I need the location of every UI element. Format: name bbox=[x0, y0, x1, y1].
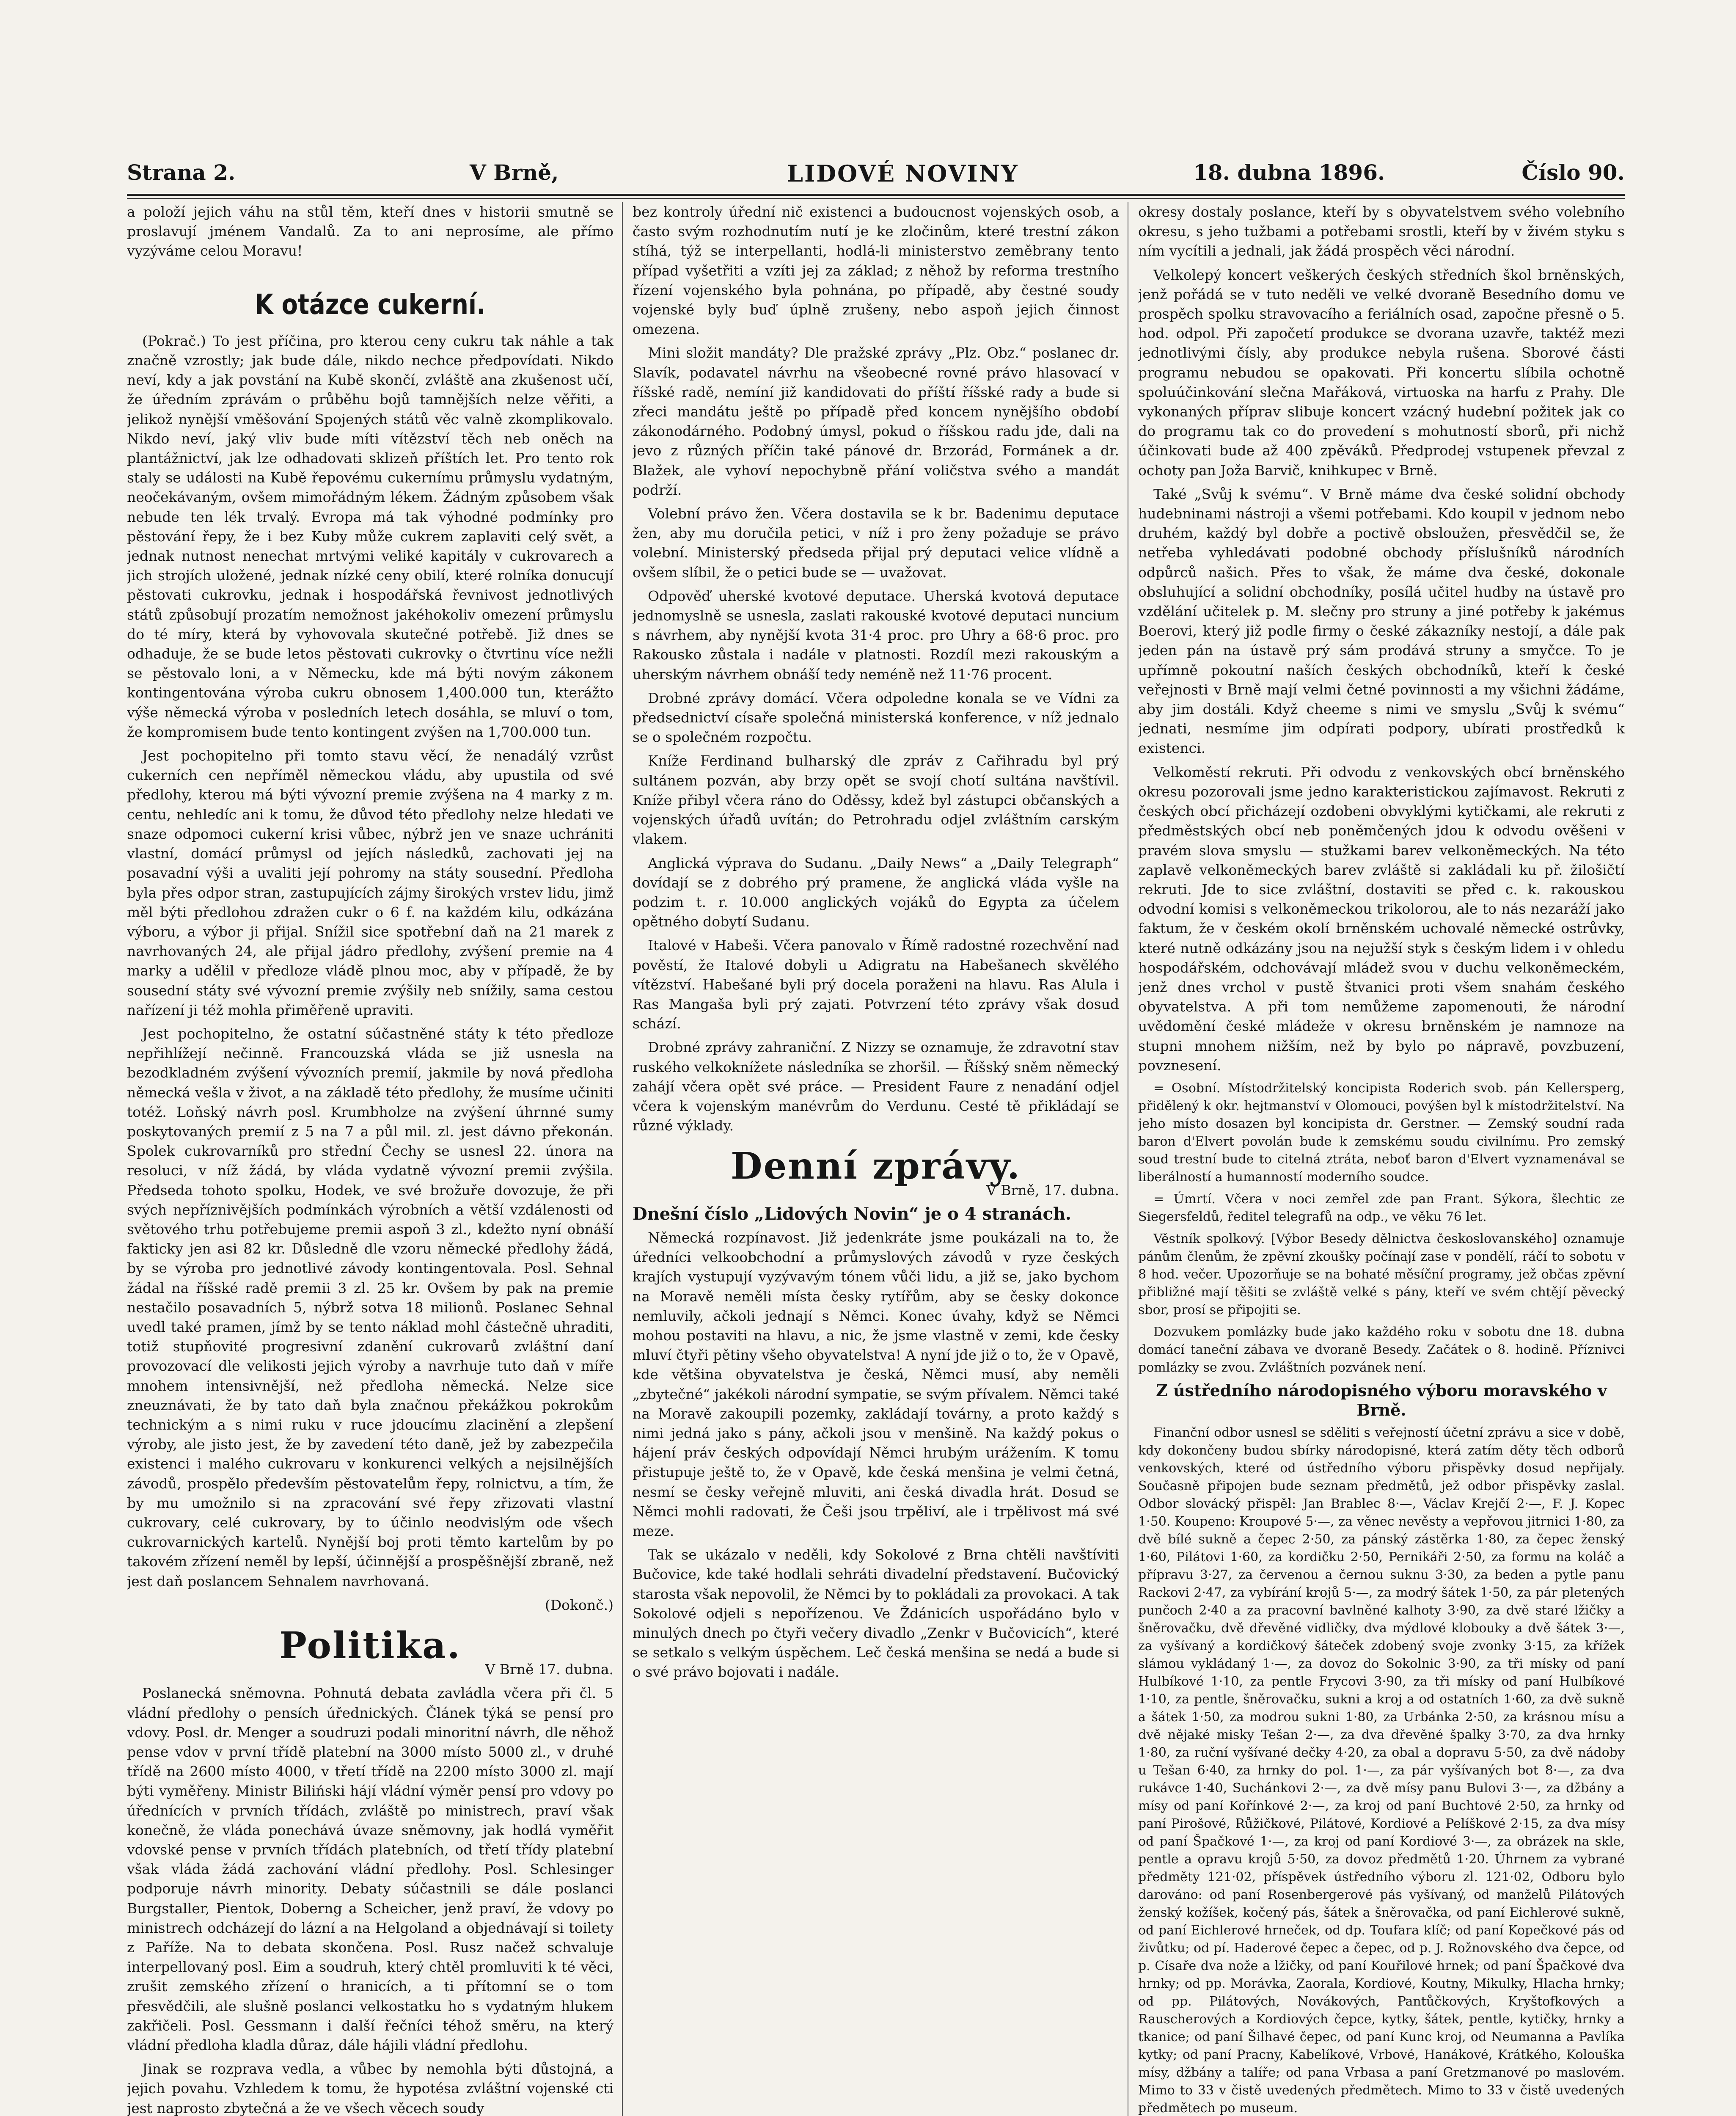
section-title: Politika. bbox=[279, 1624, 461, 1667]
page-header bbox=[127, 160, 1625, 190]
news-heading: Z ústředního národopisného výboru moravského v Brně. bbox=[1156, 1380, 1607, 1420]
issue-date: 18. dubna 1896. bbox=[1193, 160, 1385, 185]
article-continued: okresy dostaly poslance, kteří by s obyvatelstvem svého volebního okresu, s jeho tužbami a potřebami srostli, kteří by v živém styku s ním vycítili a jednali, jak žádá prospěch věci národní. bbox=[1138, 204, 1625, 259]
masthead-title: LIDOVÉ NOVINY bbox=[787, 160, 1019, 187]
news-item: Finanční odbor usnesl se sděliti s veřejností účetní zprávu a sice v době, kdy dokončeny budou sbírky národopisné, která zatím děty těch odborů venkovských, které od ústředního výboru přispěvky dosud nepřijaly. Současně připojen bude seznam předmětů, jež odbor přispěvky zaslal. Odbor slovácký přispěl: Jan Brablec 8·—, Václav Krejčí 2·—, F. J. Kopec 1·50. Koupeno: Kroupové 5·—, za věnec nevěsty a vepřovou jitrnici 1·80, za dvě bílé sukně a čepec 2·50, za pánský zástěrka 1·80, za čepec ženský 1·60, Pilátovi 1·60, za kordičku 2·50, Pernikáři 2·50, za formu na koláč a přípravu 3·27, za červenou a černou suknu 3·30, za beden a pytle panu Rackovi 2·47, za vybírání krojů 5·—, za modrý šátek 1·50, za pár pletených punčoch 2·40 a za pracovní bavlněné kalhoty 3·90, za dvě staré lžičky a šněrovačku, dvě dřevěné vidličky, dva mýdlové klobouky a dvě šátek 3·—, za vyšívaný a kordičkový šáteček zdobený svoje zvonky 3·15, za křížek slámou vykládaný 1·—, za dovoz do Sokolnic 3·90, za tři mísky od paní Hulbíkové 1·10, za pentle Frycovi 3·90, za tři mísky od paní Hulbíkové 1·10, za pentle, šněrovačku, sukni a kroj a od ostatních 1·60, za dvě sukně a šátek 1·50, za modrou sukni 1·80, za Urbánka 2·50, za krásnou mísu a dvě nějaké misky Tešan 2·—, za dva dřevěné špalky 3·70, za dva hrnky 1·80, za ruční vyšívané dečky 4·20, za obal a dopravu 5·50, za dvě nádoby u Tešan 6·40, za hrnky do pol. 1·—, za pár vyšívaných bot 8·—, za dva rukávce 1·40, Suchánkovi 2·—, za dvě mísy panu Bulovi 3·—, za džbány a mísy od paní Kořínkové 2·—, za kroj od paní Buchtové 2·50, za hrnky od paní Pirošové, Růžičkové, Pilátové, Kordiové a Pelíškové 2·15, za dva mísy od paní Špačkové 1·—, za kroj od paní Kordiové 3·—, za obrázek na skle, pentle a opravu krojů 5·50, za dovoz předmětů 1·20. Úhrnem za vybrané předměty 121·02, příspěvek ústředního výboru zl. 121·02, Odboru bylo darováno: od paní Rosenbergerové pás vyšívaný, od manželů Pilátových ženský kožíšek, kočený pás, šátek a šněrovačka, od paní Eichlerové sukně, od paní Eichlerové hrneček, od dp. Toufara klíč; od paní Kopečkové pás od živůtku; od pí. Haderové čepec a čepec, od p. J. Rožnovského dva čepce, od p. Císaře dva nože a lžičky, od paní Kouřilové hrnek; od paní Špačkové dva hrnky; od pp. Morávka, Zaorala, Kordiové, Koutny, Mikulky, Hlacha hrnky; od pp. Pilátových, Novákových, Pantůčkových, Kryštofkových a Rauscherových a Kordiových čepce, kytky, šátek, pentle, kytičky, hrnky a tkanice; od paní Šilhavé čepec, od paní Kunc kroj, od Neumanna a Pavlíka kytky; od paní Pracny, Kabelíkové, Vrbové, Hanákové, Krátkého, Kolouška mísy, džbány a talíře; od pana Vrbasa a paní Gretzmanové po maslovém. Mimo to 33 v čistě uvedených předmětech. Mimo to 33 v čistě uvedených předmětech po museum. bbox=[1138, 1425, 1625, 2116]
issue-number: Číslo 90. bbox=[1521, 160, 1625, 185]
page-number: Strana 2. bbox=[127, 160, 236, 185]
article-paragraph: Jest pochopitelno při tomto stavu věcí, že nenadálý vzrůst cukerních cen nepříměl německou vládu, aby upustila od své předlohy, kterou má býti vývozní premie zvýšena na 4 marky z m. centu, nehledíc ani k tomu, že důvod této předlohy nelze hledati ve snaze odpomoci cukerní krisi vůbec, nýbrž jen ve snaze uchrániti vlastní, domácí průmysl od jejích následků, zachovati jej na posavadní výši a uvaliti její pohromy na státy sousední. Předloha byla přes odpor stran, zastupujících zájmy širokých vrstev lidu, jimž měl býti předlohou zdražen cukr o 6 f. na každém kilu, odkázána výboru, a výbor ji přijal. Snížil sice spotřební daň na 21 marek z navrhovaných 24, ale přijal jádro předlohy, zvýšení premie na 4 marky a udělil v předloze vládě plnou moc, aby v případě, že by sousední státy své vývozní premie zvýšily neb snížily, sama cestou nařízení ji též mohla přiměřeně upraviti. bbox=[127, 747, 614, 1018]
column-1 bbox=[127, 202, 614, 2116]
news-item: Volební právo žen. Včera dostavila se k br. Badenimu deputace žen, aby mu doručila petici, v níž i pro ženy požaduje se právo volební. Ministerský předseda přijal prý deputaci velice vlídně a ovšem slíbil, že o petici bude se — uvažovat. bbox=[633, 505, 1119, 581]
news-item: Kníže Ferdinand bulharský dle zpráv z Cařihradu byl prý sultánem pozván, aby brzy opět se svojí chotí sultána navštívil. Kníže přibyl včera ráno do Oděssy, kdež byl zástupci občanských a vojenských úřadů uvítán; do Petrohradu odjel zvláštním carským vlakem. bbox=[633, 752, 1119, 848]
news-item: Odpověď uherské kvotové deputace. Uherská kvotová deputace jednomyslně se usnesla, zaslati rakouské kvotové deputaci nuncium s návrhem, aby nynější kvota 31·4 proc. pro Uhry a 68·6 proc. pro Rakousko zůstala i nadále v platnosti. Rozdíl mezi rakouským a uherským návrhem obnáší tedy neméně než 11·76 procent. bbox=[633, 587, 1119, 683]
section-dateline: V Brně 17. dubna. bbox=[485, 1661, 614, 1678]
article-continued: bez kontroly úřední nič existenci a budoucnost vojenských osob, a často svým rozhodnutím nutí je ke zločinům, které trestní zákon stíhá, týž se interpellanti, hodlá-li ministerstvo zeměbrany tento případ vyšetřiti a vzíti jej za základ; z něhož by reforma trestního řízení vojenského byla pohnána, po případě, aby čestné soudy vojenské byly buď úplně zrušeny, nebo aspoň jejich činnost omezena. bbox=[633, 204, 1119, 338]
article-paragraph: Poslanecká sněmovna. Pohnutá debata zavládla včera při čl. 5 vládní předlohy o pensích úřednických. Článek týká se pensí pro vdovy. Posl. dr. Menger a soudruzi podali minoritní návrh, dle něhož pense vdov v první třídě platební na 3000 místo 5000 zl., v druhé třídě na 2600 místo 4000, v třetí třídě na 2200 místo 3000 zl. mají býti vyměřeny. Ministr Biliński hájí vládní výměr pensí pro vdovy po úřednících v prvních třídách, zvláště po ministrech, praví však konečně, že vláda ponechává úvaze sněmovny, jak hodlá vyměřit vdovské pense v prvních třídách platebních, od třetí třídy platební však vláda žádá zachování vládní předlohy. Posl. Schlesinger podporuje návrh minority. Debaty súčastnili se dále poslanci Burgstaller, Pientok, Doberng a Scheicher, jenž praví, že vdovy po ministrech odcházejí do lázní a na Helgoland a objednávají si toilety z Paříže. Na to debata skončena. Posl. Rusz načež schvaluje interpellovaný posl. Eim a soudruh, který chtěl promluviti k té věci, zrušit zemského zřízení o hranicích, a ti přítomní se o tom přesvědčili, ale slušně poslanci velkostatku ho s vydatným hlukem zakřičeli. Posl. Gessmann i další řečníci téhož směru, na který vládní předloha kladla důraz, dále hájili vládní předlohu. bbox=[127, 1685, 614, 2054]
column-divider bbox=[622, 202, 623, 2116]
column-3 bbox=[1138, 202, 1625, 2116]
section-title: Denní zprávy. bbox=[731, 1145, 1021, 1188]
article-continued: a položí jejich váhu na stůl těm, kteří dnes v historii smutně se proslavují jménem Vandalů. Za to ani neprosíme, ale přímo vyzýváme celou Moravu! bbox=[127, 204, 614, 259]
news-item: Drobné zprávy zahraniční. Z Nizzy se oznamuje, že zdravotní stav ruského velkoknížete následníka se zhoršil. — Říšský sněm německý zahájí včera opět své práce. — President Faure z nenadání odjel včera k vojenským manévrům do Verdunu. Cesté tě přikládají se různé výklady. bbox=[633, 1039, 1119, 1134]
header-rule bbox=[127, 194, 1625, 196]
article-paragraph: Jest pochopitelno, že ostatní súčastněné státy k této předloze nepřihlížejí nečinně. Francouzská vláda se již usnesla na bezodkladném zvýšení vývozních premií, jakmile by nová předloha německá vešla v život, a na základě této předlohy, že musíme učiniti totéž. Loňský návrh posl. Krumbholze na zvýšení úhrnné sumy poskytovaných premií z 5 na 7 a půl mil. zl. jest dávno překonán. Spolek cukrovarníků pro střední Čechy se usnesl 22. února na resoluci, v níž žádá, by vláda vydatně vývozní premii zvýšila. Předseda tohoto spolku, Hodek, ve své brožuře dovozuje, že při svých nepříznivějších podmínkách výrobních a větší vzdálenosti od světového trhu potřebujeme premii aspoň 3 zl., kdežto nyní obnáší fakticky jen asi 82 kr. Důsledně dle vzoru německé předlohy žádá, by se výroba pro jednotlivé závody kontingentovala. Posl. Sehnal žádal na říšské radě premii 3 zl. 25 kr. Ovšem by pak na premie nestačilo posavadních 5, nýbrž sotva 18 milionů. Poslanec Sehnal uvedl také pramen, jímž by se tento náklad mohl částečně uhraditi, totiž stupňovité progresivní zdanění cukrovarů zvláštní daní provozovací dle velikosti jejich výroby a navrhuje tuto daň v míře mnohem intensivnější, než předloha německá. Nelze sice zneuznávati, že by tato daň byla značnou překážkou pokrokům technickým a s nimi ruku v ruce jdoucímu zlacinění a zlepšení výroby, ale jisto jest, že by zavedení této daně, jež by zabezpečila existenci i malého cukrovaru v konkurenci velkých a nejsilnějších závodů, prospělo především pěstovatelům řepy, rolnictvu, a tím, že by mu umožnilo si na zpracování své řepy zřizovati vlastní cukrovary, celé cukrovary, by to účinlo neodvislým ode všech cukrovarnických kartelů. Nynější boj proti těmto kartelům by po takovém zřízení neměl by lepší, účinnější a prospěšnější zbraně, než jest daň poslancem Sehnalem navrhovaná. bbox=[127, 1025, 614, 1590]
news-item: Mini složit mandáty? Dle pražské zprávy „Plz. Obz.“ poslanec dr. Slavík, podavatel návrhu na všeobecné rovné právo hlasovací v říšské radě, nemíní již kandidovati do příští říšské rady a bude si zřeci mandátu ještě po případě před koncem nynějšího období zákonodárného. Podobný úmysl, pokud o říšskou radu jde, dali na jevo z různých příčin také pánové dr. Brzorád, Formánek a dr. Blažek, ale vyhoví nepochybně přání voličstva svého a mandát podrží. bbox=[633, 344, 1119, 498]
article-title: K otázce cukerní. bbox=[255, 288, 486, 321]
news-item: Tak se ukázalo v neděli, kdy Sokolové z Brna chtěli navštíviti Bučovice, kde také hodlali sehráti divadelní představení. Bučovický starosta však nepovolil, že Němci by to pokládali za provokaci. A tak Sokolové odjeli s nepořízenou. Ve Ždánicích uspořádáno bylo v minulých dnech po čtyři večery divadlo „Zenkr v Bučovicích“, které se setkalo s velkým úspěchem. Leč česká menšina se nedá a bude si o své právo bojovati i nadále. bbox=[633, 1546, 1119, 1681]
news-item: Italové v Habeši. Včera panovalo v Římě radostné rozechvění nad pověstí, že Italové dobyli u Adigratu na Habešanech skvělého vítězství. Habešané byli prý docela poraženi na hlavu. Ras Alula i Ras Mangaša byli prý zajati. Potvrzení této zprávy však dosud schází. bbox=[633, 937, 1119, 1032]
news-item: Velkolepý koncert veškerých českých středních škol brněnských, jenž pořádá se v tuto neděli ve velké dvoraně Besedního domu ve prospěch spolku stravovacího a feriálních osad, započne přesně o 5. hod. odpol. Při započetí produkce se dvorana uzavře, taktéž mezi jednotlivými čísly, aby produkce nebyla rušena. Sborové části programu nebudou se opakovati. Při koncertu slíbila ochotně spoluúčinkování slečna Mařáková, virtuoska na harfu z Prahy. Dle vykonaných příprav slibuje koncert vzácný hudební požitek jak co do programu tak co do provedení s mohutností sborů, při nichž účinkovati bude až 400 zpěváků. Předprodej vstupenek převzal z ochoty pan Joža Barvič, knihkupec v Brně. bbox=[1138, 266, 1625, 479]
header-rule-thin bbox=[127, 198, 1625, 199]
article-paragraph: Jinak se rozprava vedla, a vůbec by nemohla býti důstojná, a jejich povahu. Vzhledem k tomu, že hypotésa zvláštní vojenské cti jest naprosto zbytečná a že ve všech věcech soudy bbox=[127, 2061, 614, 2116]
news-item: Věstník spolkový. [Výbor Besedy dělnictva českoslovanského] oznamuje pánům členům, že zpěvní zkoušky počínají zase v pondělí, ráčí to sobotu v 8 hod. večer. Upozorňuje se na bohaté měsíční programy, jež občas zpěvní přibližné mají těšiti se zvláště velké s pány, kteří ve svém chtějí pěvecký sbor, prosí se připojiti se. bbox=[1138, 1231, 1625, 1317]
news-item: Dozvukem pomlázky bude jako každého roku v sobotu dne 18. dubna domácí taneční zábava ve dvoraně Besedy. Začátek o 8. hodině. Příznivci pomlázky se zvou. Zvláštních pozvánek není. bbox=[1138, 1324, 1625, 1375]
article-paragraph: (Pokrač.) To jest příčina, pro kterou ceny cukru tak náhle a tak značně vzrostly; jak bude dále, nikdo nechce předpovídati. Nikdo neví, kdy a jak povstání na Kubě skončí, zvláště ana zkušenost učí, že úředním zprávám o průběhu bojů tamnějších nelze věřiti, a jelikož nynější vměšování Spojených států věc valně zkomplikovalo. Nikdo neví, jaký vliv bude míti vítězství těch neb oněch na plantážnictví, jak lze odhadovati sklizeň příštích let. Pro tento rok staly se události na Kubě řepovému cukernímu průmyslu vydatným, neočekávaným, ovšem mimořádným lékem. Žádným způsobem však nebude ten lék trvalý. Evropa má tak výhodné podmínky pro pěstování řepy, že i bez Kuby může cukrem zaplaviti celý svět, a jednak nutnost nenechat mrtvými veliké kapitály v cukrovarech a jich strojích uložené, jednak nízké ceny obilí, které rolníka donucují pěstovati cukrovku, jednak i hospodářská řevnivost jednotlivých států způsobují prozatím nemožnost jakéhokoliv omezení průmyslu do té míry, která by vyhovovala skutečné potřebě. Již dnes se odhaduje, že se bude letos pěstovati cukrovky o čtvrtinu více nežli se pěstovalo loni, a v Německu, kde má býti novým zákonem kontingentována výroba cukru obnosem 1,400.000 tun, kterážto výše německá výroba v posledních letech dosáhla, se mluví o tom, že kompromisem bude tento kontingent zvýšen na 1,700.000 tun. bbox=[127, 332, 614, 740]
news-item: Německá rozpínavost. Již jedenkráte jsme poukázali na to, že úředníci velkoobchodní a průmyslových závodů v ryze českých krajích vystupují vyzývavým tónem vůči lidu, a již se, jako bychom na Moravě neměli místa česky rytířům, aby se česky dokonce nemluvily, ačkoli jednají s Němci. Konec úvahy, když se Němci mohou postaviti na hlavu, a nic, že jsme vlastně v zemi, kde česky mluví čtyři pětiny všeho obyvatelstva! A nyní jde již o to, že v Opavě, kde většina obyvatelstva je česká, Němci musí, aby neměli „zbytečné“ jakékoli národní sympatie, se svým přívalem. Němci také na Moravě zakoupili pozemky, zakládají továrny, a proto každý s nimi jedná jako s pány, ačkoli jsou v menšině. Na každý pokus o hájení práv českých odpovídají Němci hrubým urážením. K tomu přistupuje ještě to, že v Opavě, kde česká menšina je velmi četná, nesmí se česky veřejně mluviti, ani česká divadla hrát. Dosud se Němci mohli radovati, že Češi jsou trpěliví, ale i trpělivost má své meze. bbox=[633, 1229, 1119, 1539]
column-2 bbox=[633, 202, 1119, 2116]
news-item: Velkoměstí rekruti. Při odvodu z venkovských obcí brněnského okresu pozorovali jsme jedno karakteristickou zajímavost. Rekruti z českých obcí přicházejí ozdobeni obvyklými kytičkami, ale rekruti z předměstských obcí neb poněmčených jdou k odvodu ověšeni v pravém slova smyslu — stužkami barev velkoněmeckých. Na této zaplavě velkoněmeckých barev zvláště si zakládali ku př. žilošičtí rekruti. Jde to sice zvláštní, dostaviti se před c. k. rakouskou odvodní komisi s velkoněmeckou trikolorou, ale to nás nezaráží jako faktum, že v českém okolí brněnském uchovalé německé ostrůvky, které nutně odkázány jsou na nejužší styk s českým lidem i v ohledu hospodářském, odchovávají mládež svou v duchu velkoněmeckém, jenž dnes vrchol v pustě štvanici proti všem snahám českého obyvatelstva. A při tom nemůžeme zapomenouti, že národní uvědomění české mládeže v okresu brněnském je namnoze na stupni mnohem nižším, než by bylo po nápravě, povzbuzení, povznesení. bbox=[1138, 763, 1625, 1074]
article-continuation-note: (Dokonč.) bbox=[545, 1596, 614, 1613]
news-item: Také „Svůj k svému“. V Brně máme dva české solidní obchody hudebninami nástroji a všemi potřebami. Kdo koupil v jednom nebo druhém, každý byl dobře a poctivě obsloužen, přesvědčil se, že netřeba vyhledávati podobné obchody příslušníků národních odpůrců našich. Přes to však, že máme dva české, dokonale obsluhující a solidní obchodníky, posílá učitel hudby na ústavě pro vzdělání učitelek p. M. slečny pro struny a jiné potřeby k jakémus Boerovi, který již podle firmy o české zákazníky nestojí, a dále pak jeden pán na ústavě prý sám prodává struny a smyčce. To je upřímně pokoutní naších českých obchodníků, kteří k české veřejnosti v Brně mají velmi četné povinnosti a my všichni žádáme, aby jim dostáli. Když cheeme s nimi ve smyslu „Svůj k svému“ jednati, nesmíme jim odpírati podpory, ubírati prostředků k existenci. bbox=[1138, 485, 1625, 757]
section-dateline: V Brně, 17. dubna. bbox=[986, 1182, 1119, 1199]
news-item: Drobné zprávy domácí. Včera odpoledne konala se ve Vídni za předsednictví císaře společná ministerská konference, v níž jednalo se o společném rozpočtu. bbox=[633, 689, 1119, 746]
news-item: = Úmrtí. Včera v noci zemřel zde pan Frant. Sýkora, šlechtic ze Siegersfeldů, ředitel telegrafů na odp., ve věku 76 let. bbox=[1138, 1191, 1625, 1224]
section-subheading: Dnešní číslo „Lidových Novin“ je o 4 stranách. bbox=[633, 1204, 1071, 1224]
news-item: = Osobní. Místodržitelský koncipista Roderich svob. pán Kellersperg, přidělený k okr. hejtmanství v Olomouci, povýšen byl k místodržitelství. Na jeho místo dosazen byl koncipista dr. Gerstner. — Zemský soudní rada baron d'Elvert povolán bude k zemskému soudu civilnímu. Pro zemský soud trestní bude to citelná ztráta, neboť baron d'Elvert vyznamenával se liberálností a humanností moderního soudce. bbox=[1138, 1080, 1625, 1185]
news-item: Anglická výprava do Sudanu. „Daily News“ a „Daily Telegraph“ dovídají se z dobrého prý pramene, že anglická vláda vyšle na podzim t. r. 10.000 anglických vojáků do Egypta za účelem opětného dobytí Sudanu. bbox=[633, 854, 1119, 930]
header-city: V Brně, bbox=[470, 160, 559, 185]
